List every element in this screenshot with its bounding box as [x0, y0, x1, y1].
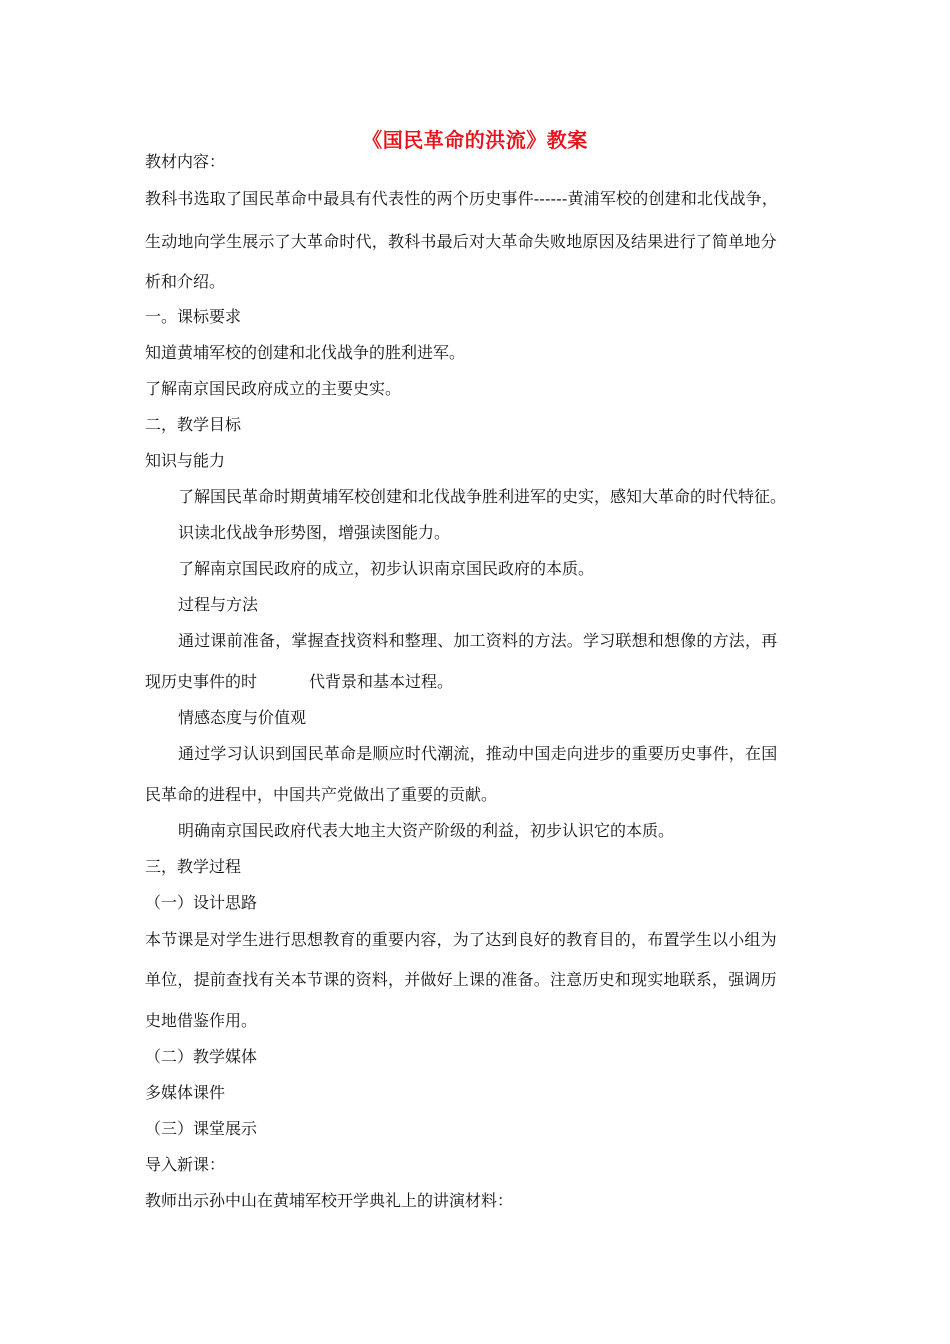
paragraph-line: 了解南京国民政府成立的主要史实。: [145, 379, 402, 398]
paragraph-line: 教科书选取了国民革命中最具有代表性的两个历史事件------黄浦军校的创建和北伐战争，: [145, 189, 779, 208]
subsection-heading: 情感态度与价值观: [178, 708, 307, 727]
paragraph-line: 教师出示孙中山在黄埔军校开学典礼上的讲演材料：: [145, 1191, 514, 1210]
paragraph-line: 民革命的进程中，中国共产党做出了重要的贡献。: [145, 785, 498, 804]
paragraph-line: 识读北伐战争形势图，增强读图能力。: [178, 523, 451, 542]
subsection-heading: （一）设计思路: [145, 893, 258, 912]
section-label-materials: 教材内容：: [145, 152, 226, 171]
paragraph-line: 多媒体课件: [145, 1083, 226, 1102]
paragraph-line: 了解南京国民政府的成立，初步认识南京国民政府的本质。: [178, 559, 595, 578]
paragraph-line: 了解国民革命时期黄埔军校创建和北伐战争胜利进军的史实，感知大革命的时代特征。: [178, 487, 787, 506]
paragraph-line: [145, 672, 825, 692]
paragraph-fragment: 代背景和基本过程。: [309, 672, 454, 691]
paragraph-line: 通过课前准备，掌握查找资料和整理、加工资料的方法。学习联想和想像的方法，再: [178, 631, 778, 650]
paragraph-line: 通过学习认识到国民革命是顺应时代潮流，推动中国走向进步的重要历史事件，在国: [178, 744, 778, 763]
paragraph-line: 知道黄埔军校的创建和北伐战争的胜利进军。: [145, 343, 466, 362]
section-heading: 三，教学过程: [145, 857, 242, 876]
paragraph-line: 本节课是对学生进行思想教育的重要内容，为了达到良好的教育目的，布置学生以小组为: [145, 930, 777, 949]
paragraph-line: 析和介绍。: [145, 272, 226, 291]
subsection-heading: 知识与能力: [145, 451, 226, 470]
page-title: 《国民革命的洪流》教案: [362, 128, 588, 152]
paragraph-line: 单位，提前查找有关本节课的资料，并做好上课的准备。注意历史和现实地联系，强调历: [145, 970, 777, 989]
section-heading: 二，教学目标: [145, 415, 242, 434]
subsection-heading: （三）课堂展示: [145, 1119, 258, 1138]
paragraph-fragment: 现历史事件的时: [145, 672, 258, 691]
paragraph-line: 明确南京国民政府代表大地主大资产阶级的利益，初步认识它的本质。: [178, 821, 675, 840]
paragraph-line: 导入新课：: [145, 1155, 226, 1174]
section-heading: 一。课标要求: [145, 307, 242, 326]
paragraph-line: 史地借鉴作用。: [145, 1011, 258, 1030]
subsection-heading: 过程与方法: [178, 595, 259, 614]
subsection-heading: （二）教学媒体: [145, 1047, 258, 1066]
paragraph-line: 生动地向学生展示了大革命时代，教科书最后对大革命失败地原因及结果进行了简单地分: [145, 232, 777, 251]
